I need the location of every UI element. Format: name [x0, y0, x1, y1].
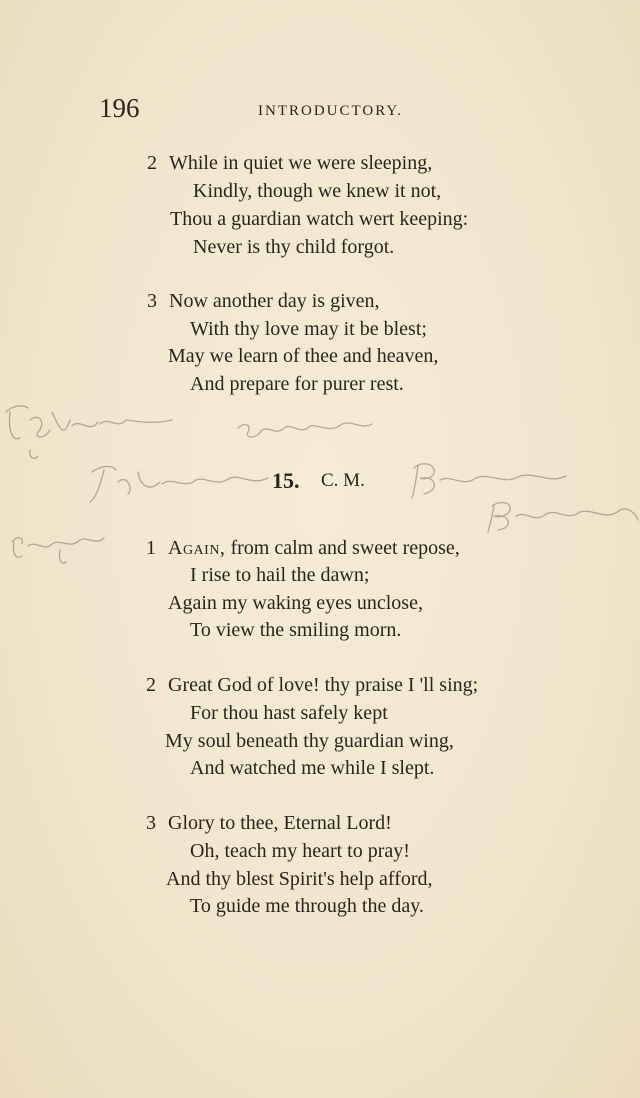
verse-line: My soul beneath thy guardian wing,: [165, 730, 454, 752]
verse-line: And watched me while I slept.: [190, 757, 435, 779]
verse-line: I rise to hail the dawn;: [190, 564, 370, 586]
verse-number: 2: [146, 674, 156, 696]
running-head: INTRODUCTORY.: [258, 103, 404, 119]
verse-line: Again my waking eyes unclose,: [168, 592, 423, 614]
verse-line: And thy blest Spirit's help afford,: [166, 868, 433, 890]
verse-number: 2: [147, 152, 157, 174]
handwritten-annotation: [0, 390, 640, 590]
verse-line: 3 Now another day is given,: [147, 290, 380, 312]
verse-line: To guide me through the day.: [190, 895, 424, 917]
verse-line: 1 Again, from calm and sweet repose,: [146, 537, 460, 559]
hymn-meter: C. M.: [321, 470, 365, 491]
page-number: 196: [99, 93, 140, 123]
verse-number: 3: [147, 290, 157, 312]
verse-line: 3 Glory to thee, Eternal Lord!: [146, 812, 392, 834]
verse-line: Oh, teach my heart to pray!: [190, 840, 410, 862]
verse-line: Never is thy child forgot.: [193, 236, 395, 258]
verse-line: With thy love may it be blest;: [190, 318, 427, 340]
verse-line: And prepare for purer rest.: [190, 373, 404, 395]
hymn-number: 15.: [272, 468, 300, 493]
verse-line: To view the smiling morn.: [190, 619, 402, 641]
verse-line: Thou a guardian watch wert keeping:: [170, 208, 469, 230]
verse-number: 3: [146, 812, 156, 834]
verse-number: 1: [146, 537, 156, 559]
verse-line: For thou hast safely kept: [190, 702, 388, 724]
initial-word: Again,: [168, 537, 226, 559]
verse-line: 2 While in quiet we were sleeping,: [147, 152, 433, 174]
verse-line: May we learn of thee and heaven,: [168, 345, 439, 367]
verse-line: 2 Great God of love! thy praise I 'll sing;: [146, 674, 479, 696]
verse-line: Kindly, though we knew it not,: [193, 180, 442, 202]
